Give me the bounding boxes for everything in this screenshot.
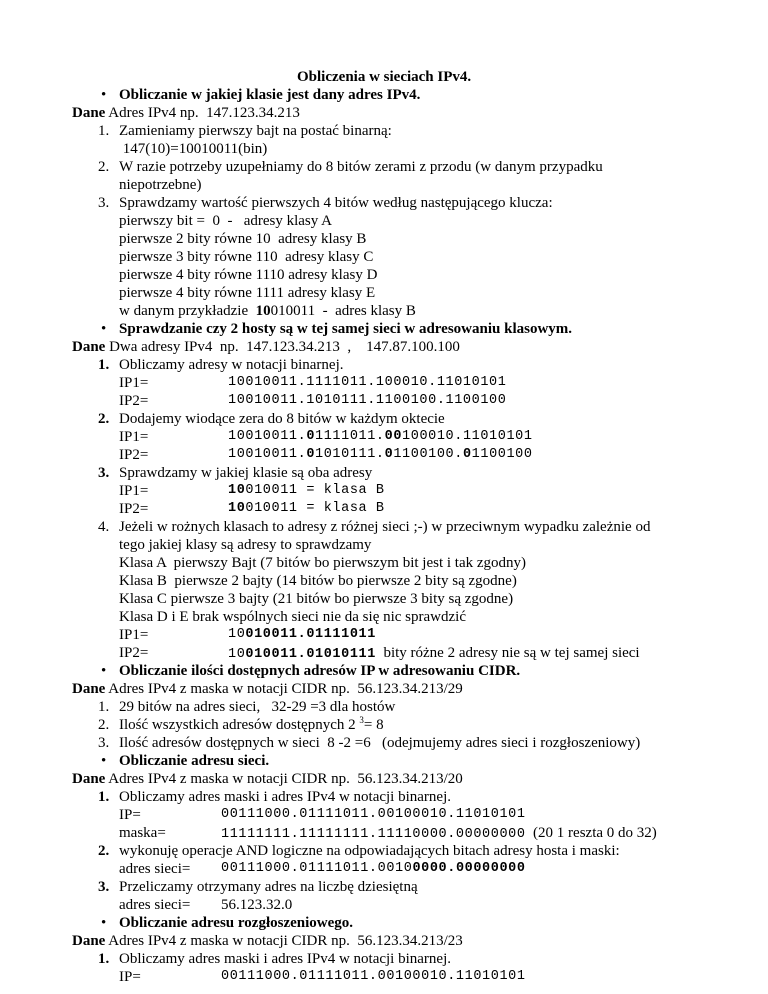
ip-label: IP1= — [119, 627, 149, 643]
bullet-icon: • — [101, 753, 107, 769]
section-heading: Obliczanie ilości dostępnych adresów IP w adresowaniu CIDR. — [119, 663, 521, 679]
list-item-cont: niepotrzebne) — [119, 177, 202, 193]
mask-binary: 11111111.11111111.11110000.00000000 (20 1 reszta 0 do 32) — [221, 825, 657, 842]
net-label: adres sieci= — [119, 897, 191, 913]
section-heading: Obliczanie w jakiej klasie jest dany adres IPv4. — [119, 87, 421, 103]
net-binary: 00111000.01111011.00100000.00000000 — [221, 861, 526, 876]
class-result: 10010011 = klasa B — [228, 483, 385, 498]
class-rule: Klasa C pierwsze 3 bajty (21 bitów bo pierwsze 3 bity są zgodne) — [119, 591, 514, 607]
list-item: Przeliczamy otrzymany adres na liczbę dziesiętną — [119, 879, 418, 895]
ip-label: IP1= — [119, 429, 149, 445]
dane-line: Dane Adres IPv4 z maska w notacji CIDR np. 56.123.34.213/20 — [72, 771, 463, 787]
ip-label: IP2= — [119, 501, 149, 517]
list-number: 3. — [98, 879, 110, 895]
class-rule: Klasa B pierwsze 2 bajty (14 bitów bo pierwsze 2 bity są zgodne) — [119, 573, 517, 589]
list-item: wykonuję operacje AND logiczne na odpowiadających bitach adresy hosta i maski: — [119, 843, 620, 859]
ip-binary: 10010011.01010111.01100100.01100100 — [228, 447, 533, 462]
list-number: 4. — [98, 519, 110, 535]
mask-label: maska= — [119, 825, 166, 841]
list-number: 2. — [98, 843, 110, 859]
section-heading: Obliczanie adresu rozgłoszeniowego. — [119, 915, 354, 931]
dane-line: Dane Dwa adresy IPv4 np. 147.123.34.213 , 147.87.100.100 — [72, 339, 460, 355]
ip-label: IP= — [119, 969, 141, 985]
list-item: Ilość adresów dostępnych w sieci 8 -2 =6 (odejmujemy adres sieci i rozgłoszeniowy) — [119, 735, 641, 751]
ip-binary: 10010011.01010111 bity różne 2 adresy nie są w tej samej sieci — [228, 645, 640, 662]
ip-binary: 00111000.01111011.00100010.11010101 — [221, 807, 526, 822]
ip-label: IP2= — [119, 447, 149, 463]
net-decimal: 56.123.32.0 — [221, 897, 293, 913]
bullet-icon: • — [101, 321, 107, 337]
ip-binary: 10010011.01111011 — [228, 627, 376, 642]
ip-binary: 10010011.01111011.00100010.11010101 — [228, 429, 533, 444]
section-heading: Sprawdzanie czy 2 hosty są w tej samej sieci w adresowaniu klasowym. — [119, 321, 573, 337]
list-item: Obliczamy adres maski i adres IPv4 w notacji binarnej. — [119, 789, 451, 805]
list-item: Obliczamy adresy w notacji binarnej. — [119, 357, 344, 373]
key-line: pierwsze 4 bity równe 1110 adresy klasy D — [119, 267, 378, 283]
dane-line: Dane Adres IPv4 z maska w notacji CIDR np. 56.123.34.213/29 — [72, 681, 463, 697]
list-number: 3. — [98, 465, 110, 481]
list-number: 2. — [98, 717, 110, 733]
ip-binary: 00111000.01111011.00100010.11010101 — [221, 969, 526, 984]
bullet-icon: • — [101, 87, 107, 103]
list-number: 1. — [98, 789, 110, 805]
list-item: 29 bitów na adres sieci, 32-29 =3 dla hostów — [119, 699, 396, 715]
list-item: Dodajemy wiodące zera do 8 bitów w każdym oktecie — [119, 411, 445, 427]
list-number: 2. — [98, 411, 110, 427]
list-item: Sprawdzamy w jakiej klasie są oba adresy — [119, 465, 373, 481]
list-number: 1. — [98, 123, 110, 139]
list-item: Jeżeli w rożnych klasach to adresy z różnej sieci ;-) w przeciwnym wypadku zależnie od — [119, 519, 651, 535]
key-line: pierwsze 2 bity równe 10 adresy klasy B — [119, 231, 367, 247]
bullet-icon: • — [101, 915, 107, 931]
net-label: adres sieci= — [119, 861, 191, 877]
key-line: pierwszy bit = 0 - adresy klasy A — [119, 213, 333, 229]
ip-label: IP= — [119, 807, 141, 823]
ip-label: IP1= — [119, 375, 149, 391]
list-number: 1. — [98, 699, 110, 715]
list-number: 1. — [98, 951, 110, 967]
list-item-cont: tego jakiej klasy są adresy to sprawdzamy — [119, 537, 372, 553]
list-item: W razie potrzeby uzupełniamy do 8 bitów zerami z przodu (w danym przypadku — [119, 159, 603, 175]
class-rule: Klasa A pierwszy Bajt (7 bitów bo pierwszym bit jest i tak zgodny) — [119, 555, 527, 571]
list-item: Sprawdzamy wartość pierwszych 4 bitów według następującego klucza: — [119, 195, 553, 211]
dane-line: Dane Adres IPv4 np. 147.123.34.213 — [72, 105, 300, 121]
ip-binary: 10010011.1111011.100010.11010101 — [228, 375, 507, 390]
list-number: 2. — [98, 159, 110, 175]
list-item: Ilość wszystkich adresów dostępnych 2 $^3$= 8 — [119, 715, 384, 733]
dane-line: Dane Adres IPv4 z maska w notacji CIDR np. 56.123.34.213/23 — [72, 933, 463, 949]
page-title: Obliczenia w sieciach IPv4. — [297, 69, 472, 85]
class-rule: Klasa D i E brak wspólnych sieci nie da się nic sprawdzić — [119, 609, 466, 625]
ip-binary: 10010011.1010111.1100100.1100100 — [228, 393, 507, 408]
key-line: pierwsze 4 bity równe 1111 adresy klasy E — [119, 285, 376, 301]
list-number: 1. — [98, 357, 110, 373]
section-heading: Obliczanie adresu sieci. — [119, 753, 270, 769]
ip-label: IP2= — [119, 393, 149, 409]
list-item: Zamieniamy pierwszy bajt na postać binarną: — [119, 123, 392, 139]
list-item: Obliczamy adres maski i adres IPv4 w notacji binarnej. — [119, 951, 451, 967]
example-line: w danym przykładzie 10010011 - adres klasy B — [119, 303, 416, 319]
ip-label: IP1= — [119, 483, 149, 499]
key-line: pierwsze 3 bity równe 110 adresy klasy C — [119, 249, 374, 265]
class-result: 10010011 = klasa B — [228, 501, 385, 516]
list-number: 3. — [98, 195, 110, 211]
bullet-icon: • — [101, 663, 107, 679]
list-item-cont: 147(10)=10010011(bin) — [119, 141, 268, 157]
list-number: 3. — [98, 735, 110, 751]
ip-label: IP2= — [119, 645, 149, 661]
